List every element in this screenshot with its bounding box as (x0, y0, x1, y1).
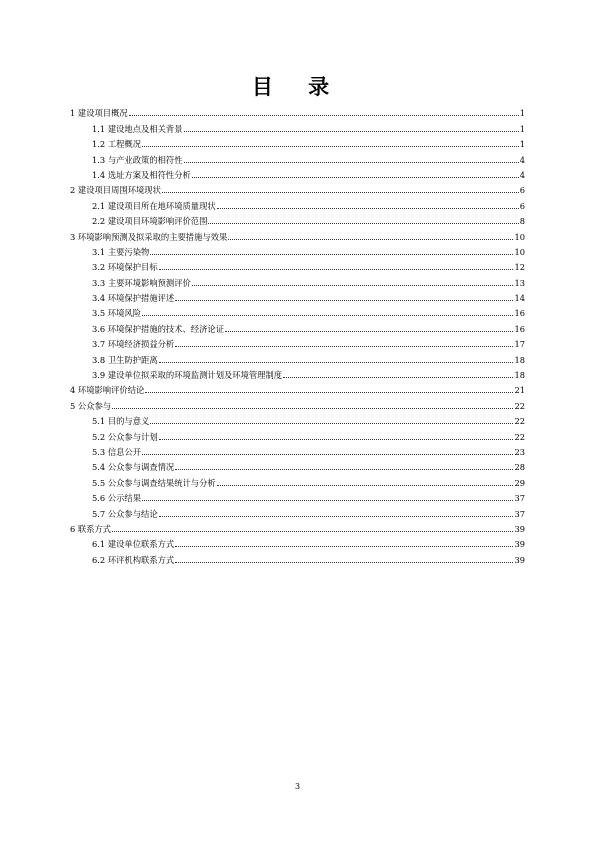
toc-entry-page: 14 (514, 293, 525, 304)
toc-entry[interactable] (70, 349, 525, 364)
toc-entry[interactable] (70, 226, 525, 241)
toc-entry-label: 5.2 公众参与计划 (92, 431, 158, 442)
toc-entry-page: 18 (514, 370, 525, 381)
toc-leader-dots (159, 361, 514, 363)
toc-entry[interactable] (70, 149, 525, 164)
toc-leader-dots (150, 253, 513, 255)
toc-leader-dots (159, 268, 514, 270)
toc-entry[interactable] (70, 411, 525, 426)
toc-entry-label: 3 环境影响预测及拟采取的主要措施与效果 (70, 231, 228, 242)
toc-leader-dots (192, 284, 514, 286)
toc-entry-page: 4 (519, 154, 525, 165)
toc-entry-page: 18 (514, 354, 525, 365)
toc-entry-page: 13 (514, 277, 525, 288)
toc-entry-page: 21 (514, 385, 525, 396)
toc-leader-dots (112, 407, 513, 409)
toc-entry-label: 5.7 公众参与结论 (92, 508, 158, 519)
toc-entry-label: 1.1 建设地点及相关背景 (92, 123, 183, 134)
toc-entry[interactable] (70, 288, 525, 303)
toc-entry[interactable] (70, 503, 525, 518)
toc-leader-dots (175, 345, 513, 347)
toc-entry-label: 3.2 环境保护目标 (92, 262, 158, 273)
toc-entry[interactable] (70, 318, 525, 333)
toc-entry-label: 6.1 建设单位联系方式 (92, 539, 175, 550)
toc-leader-dots (175, 561, 513, 563)
toc-entry[interactable] (70, 118, 525, 133)
toc-leader-dots (217, 484, 514, 486)
toc-leader-dots (208, 222, 518, 224)
page-number: 3 (294, 782, 301, 791)
toc-leader-dots (228, 238, 513, 240)
toc-entry[interactable] (70, 395, 525, 410)
toc-entry-page: 16 (514, 323, 525, 334)
toc-entry-label: 2.1 建设项目所在地环境质量现状 (92, 200, 216, 211)
toc-entry[interactable] (70, 272, 525, 287)
toc-entry-page: 37 (514, 508, 525, 519)
table-of-contents (70, 103, 525, 565)
toc-entry-label: 3.5 环境风险 (92, 308, 142, 319)
toc-leader-dots (162, 191, 519, 193)
toc-entry[interactable] (70, 380, 525, 395)
toc-leader-dots (142, 499, 513, 501)
toc-entry-label: 3.9 建设单位拟采取的环境监测计划及环境管理制度 (92, 370, 283, 381)
toc-entry-label: 5.4 公众参与调查情况 (92, 462, 175, 473)
toc-leader-dots (175, 468, 513, 470)
toc-entry-page: 10 (514, 246, 525, 257)
toc-leader-dots (175, 545, 513, 547)
toc-entry-page: 22 (514, 400, 525, 411)
toc-leader-dots (112, 530, 513, 532)
toc-entry-page: 28 (514, 462, 525, 473)
toc-entry-page: 22 (514, 416, 525, 427)
toc-entry-page: 10 (514, 231, 525, 242)
toc-entry-page: 6 (519, 200, 525, 211)
toc-entry[interactable] (70, 303, 525, 318)
toc-entry-label: 6 联系方式 (70, 523, 112, 534)
toc-entry-label: 3.6 环境保护措施的技术、经济论证 (92, 323, 224, 334)
toc-entry-page: 6 (519, 185, 525, 196)
toc-entry-page: 39 (514, 554, 525, 565)
toc-leader-dots (184, 130, 519, 132)
toc-entry[interactable] (70, 457, 525, 472)
toc-entry-label: 6.2 环评机构联系方式 (92, 554, 175, 565)
toc-leader-dots (184, 161, 519, 163)
toc-entry-label: 2 建设项目周围环境现状 (70, 185, 161, 196)
toc-entry[interactable] (70, 103, 525, 118)
toc-entry-label: 3.3 主要环境影响预测评价 (92, 277, 191, 288)
toc-entry-label: 5.5 公众参与调查结果统计与分析 (92, 477, 216, 488)
toc-entry[interactable] (70, 534, 525, 549)
toc-entry-label: 5 公众参与 (70, 400, 112, 411)
toc-entry[interactable] (70, 242, 525, 257)
toc-entry[interactable] (70, 195, 525, 210)
toc-leader-dots (159, 438, 514, 440)
toc-entry-label: 1.3 与产业政策的相符性 (92, 154, 183, 165)
toc-entry[interactable] (70, 134, 525, 149)
toc-entry-page: 17 (514, 339, 525, 350)
toc-entry-page: 4 (519, 169, 525, 180)
toc-entry[interactable] (70, 549, 525, 564)
toc-entry-page: 8 (519, 216, 525, 227)
toc-entry-page: 39 (514, 523, 525, 534)
toc-entry-label: 2.2 建设项目环境影响评价范围 (92, 216, 208, 227)
toc-entry-page: 1 (519, 123, 525, 134)
toc-entry[interactable] (70, 472, 525, 487)
toc-leader-dots (150, 422, 513, 424)
toc-entry-label: 4 环境影响评价结论 (70, 385, 145, 396)
toc-leader-dots (142, 145, 519, 147)
toc-leader-dots (142, 314, 513, 316)
toc-entry-page: 12 (514, 262, 525, 273)
toc-entry-page: 1 (519, 108, 525, 119)
toc-entry-page: 37 (514, 493, 525, 504)
toc-entry[interactable] (70, 257, 525, 272)
toc-entry[interactable] (70, 519, 525, 534)
toc-entry-page: 22 (514, 431, 525, 442)
toc-entry[interactable] (70, 442, 525, 457)
toc-leader-dots (217, 207, 519, 209)
toc-entry-label: 5.6 公示结果 (92, 493, 142, 504)
toc-entry-page: 23 (514, 446, 525, 457)
toc-leader-dots (145, 391, 513, 393)
toc-entry-label: 1.4 选址方案及相符性分析 (92, 169, 191, 180)
toc-entry-page: 16 (514, 308, 525, 319)
toc-leader-dots (129, 114, 519, 116)
toc-entry-label: 3.1 主要污染物 (92, 246, 150, 257)
toc-entry-page: 39 (514, 539, 525, 550)
toc-entry-page: 1 (519, 139, 525, 150)
toc-leader-dots (225, 330, 513, 332)
toc-entry-label: 3.4 环境保护措施评述 (92, 293, 175, 304)
toc-entry[interactable] (70, 365, 525, 380)
toc-entry-label: 5.3 信息公开 (92, 446, 142, 457)
toc-entry[interactable] (70, 488, 525, 503)
toc-entry-label: 3.8 卫生防护距离 (92, 354, 158, 365)
toc-title: 目 录 (251, 74, 344, 99)
toc-entry-label: 1 建设项目概况 (70, 108, 128, 119)
toc-entry-label: 5.1 目的与意义 (92, 416, 150, 427)
toc-leader-dots (159, 515, 514, 517)
toc-entry[interactable] (70, 165, 525, 180)
toc-entry[interactable] (70, 180, 525, 195)
toc-entry[interactable] (70, 426, 525, 441)
toc-entry-page: 29 (514, 477, 525, 488)
toc-leader-dots (283, 376, 513, 378)
toc-leader-dots (192, 176, 519, 178)
toc-entry[interactable] (70, 334, 525, 349)
toc-entry-label: 1.2 工程概况 (92, 139, 142, 150)
toc-leader-dots (142, 453, 513, 455)
toc-entry-label: 3.7 环境经济损益分析 (92, 339, 175, 350)
toc-leader-dots (175, 299, 513, 301)
toc-entry[interactable] (70, 211, 525, 226)
